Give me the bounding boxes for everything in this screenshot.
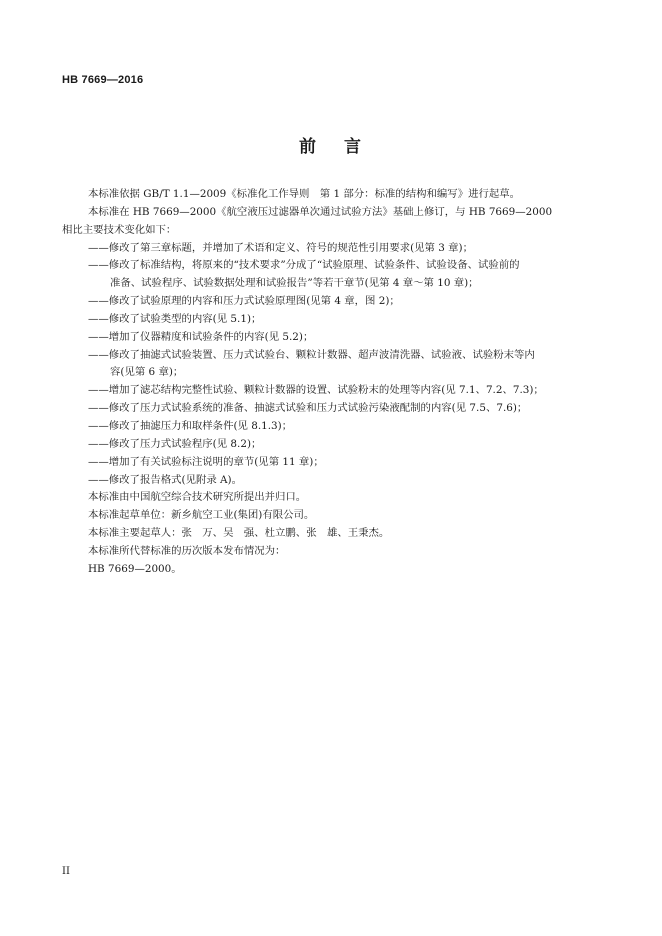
page-title — [0, 132, 662, 157]
change-item: ——修改了试验类型的内容(见 5.1)； — [88, 312, 262, 325]
paragraph-history: 本标准所代替标准的历次版本发布情况为： — [88, 544, 286, 557]
change-item: ——增加了有关试验标注说明的章节(见第 11 章)； — [88, 455, 324, 468]
title-part-1: 前 — [299, 137, 318, 157]
paragraph-proposer: 本标准由中国航空综合技术研究所提出并归口。 — [88, 491, 307, 504]
paragraph-drafters: 本标准主要起草人：张 万、吴 强、杜立鹏、张 雄、王秉杰。 — [88, 527, 390, 540]
paragraph-previous-edition: HB 7669—2000。 — [88, 562, 182, 575]
change-item: ——增加了仪器精度和试验条件的内容(见 5.2)； — [88, 330, 314, 343]
change-item: ——修改了压力式试验程序(见 8.2)； — [88, 437, 262, 450]
paragraph-drafting-unit: 本标准起草单位：新乡航空工业(集团)有限公司。 — [88, 509, 315, 522]
change-item: ——修改了试验原理的内容和压力式试验原理图(见第 4 章，图 2)； — [88, 295, 400, 308]
change-item: ——增加了滤芯结构完整性试验、颗粒计数器的设置、试验粉末的处理等内容(见 7.1、7.2、7.3)； — [88, 384, 544, 397]
change-item: ——修改了报告格式(见附录 A)。 — [88, 473, 242, 486]
change-item-cont: 容(见第 6 章)； — [110, 366, 184, 379]
paragraph-revision: 本标准在 HB 7669—2000《航空液压过滤器单次通过试验方法》基础上修订，与 HB 7669—2000 — [88, 205, 553, 218]
change-item-cont: 准备、试验程序、试验数据处理和试验报告”等若干章节(见第 4 章～第 10 章)； — [110, 277, 479, 290]
change-item: ——修改了第三章标题，并增加了术语和定义、符号的规范性引用要求(见第 3 章)； — [88, 241, 473, 254]
title-part-2: 言 — [344, 137, 363, 157]
change-item: ——修改了抽滤式试验装置、压力式试验台、颗粒计数器、超声波清洗器、试验液、试验粉末等内 — [88, 348, 535, 361]
foreword-body — [62, 186, 588, 579]
paragraph-basis: 本标准依据 GB/T 1.1—2009《标准化工作导则 第 1 部分：标准的结构和编写》进行起草。 — [88, 188, 521, 200]
page-number: II — [62, 866, 70, 877]
paragraph-revision-cont: 相比主要技术变化如下： — [62, 223, 177, 236]
change-item: ——修改了标准结构，将原来的“技术要求”分成了“试验原理、试验条件、试验设备、试验前的 — [88, 259, 520, 272]
change-item: ——修改了压力式试验系统的准备、抽滤式试验和压力式试验污染液配制的内容(见 7.5、7.6)； — [88, 402, 528, 415]
change-item: ——修改了抽滤压力和取样条件(见 8.1.3)； — [88, 419, 293, 432]
document-code: HB 7669—2016 — [62, 74, 144, 86]
